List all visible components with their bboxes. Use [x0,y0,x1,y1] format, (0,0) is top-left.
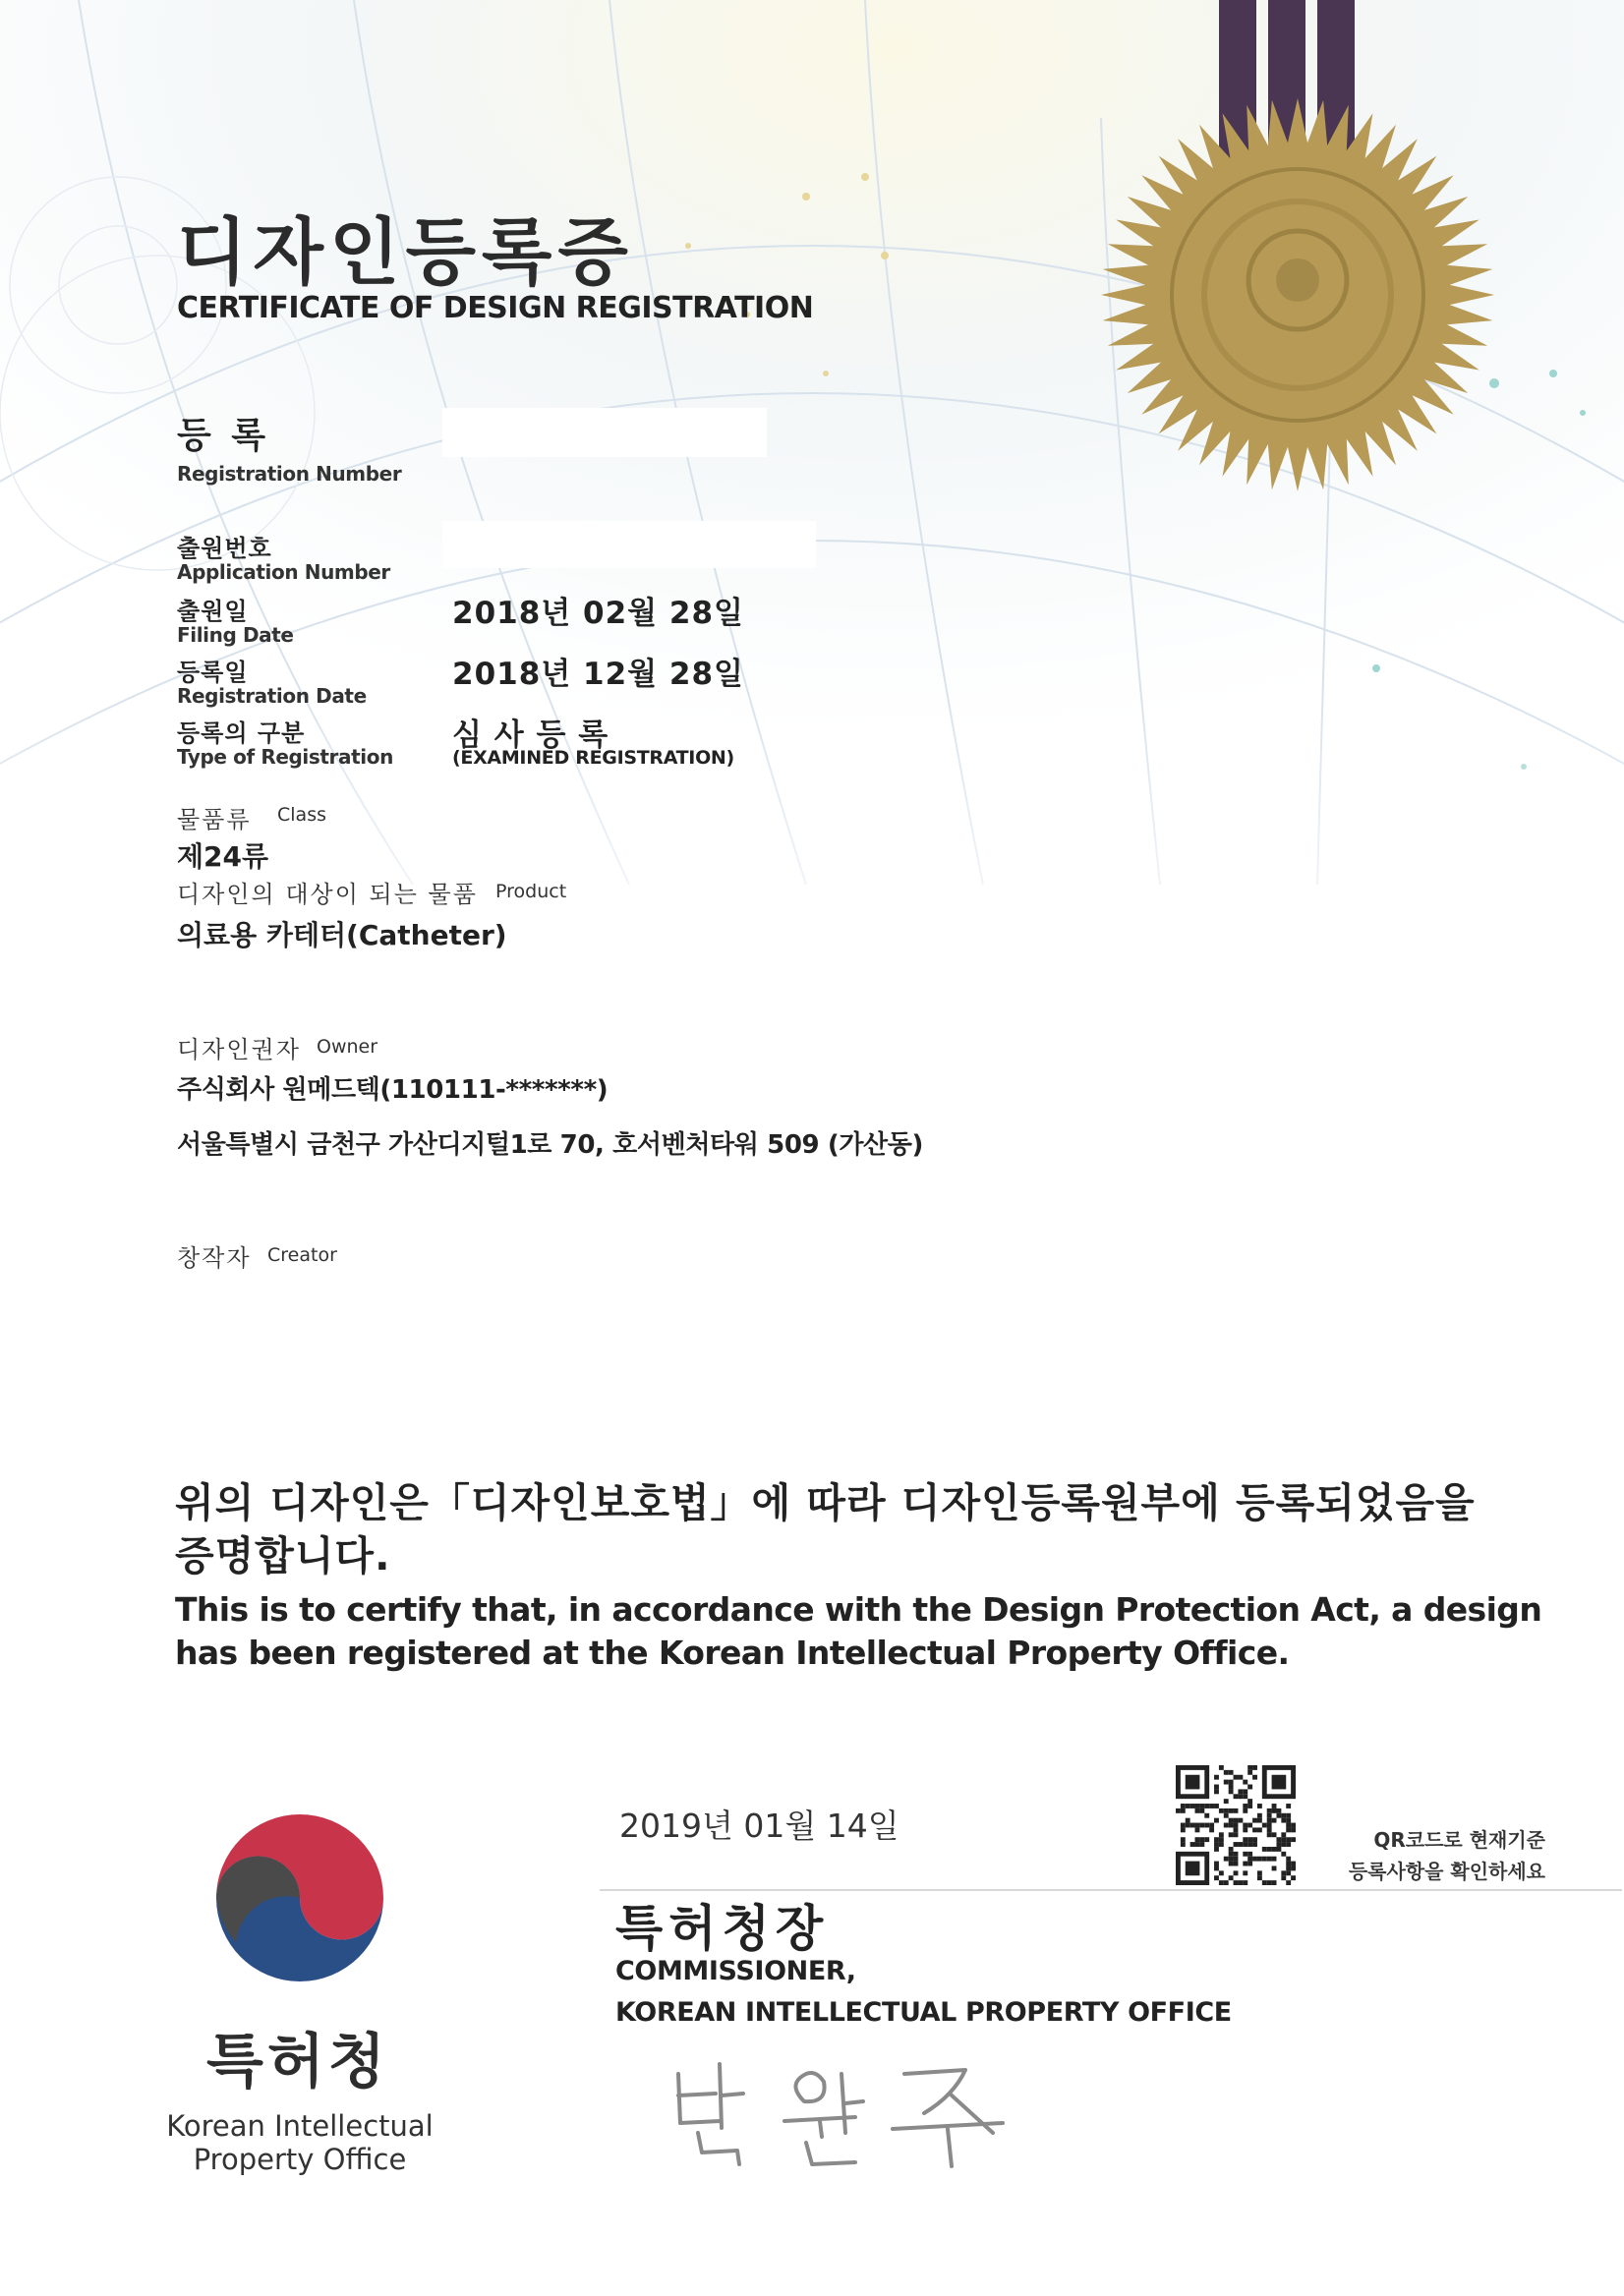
class-label-en: Class [277,804,326,826]
kipo-emblem-icon [206,1805,393,1991]
application-number-label-ko: 출원번호 [177,535,272,562]
qr-instruction-line1: QR코드로 현재기준 [1373,1828,1545,1852]
owner-label-ko: 디자인권자 [177,1036,301,1063]
owner-label-en: Owner [317,1036,378,1058]
filing-date-label-ko: 출원일 [177,598,249,625]
registration-type-value-en: (EXAMINED REGISTRATION) [452,747,734,769]
certification-text-en-line1: This is to certify that, in accordance with the Design Protection Act, a design [175,1590,1542,1629]
filing-date-value: 2018년 02월 28일 [452,596,744,631]
application-number-redaction [442,521,816,568]
registration-type-label-en: Type of Registration [177,745,393,769]
class-label-ko: 물품류 [177,806,252,833]
registration-date-label-ko: 등록일 [177,659,249,686]
registration-type-label-ko: 등록의 구분 [177,719,306,747]
owner-name: 주식회사 원메드텍(110111-*******) [177,1075,609,1105]
office-name-en-line2: Property Office [193,2143,407,2176]
registration-number-redaction [442,408,767,457]
issue-date: 2019년 01월 14일 [619,1807,899,1845]
filing-date-label-en: Filing Date [177,623,294,647]
office-name-en-line1: Korean Intellectual [166,2109,434,2143]
office-name-en [147,2109,452,2176]
qr-instruction [1278,1824,1545,1887]
product-label-en: Product [495,881,567,902]
certification-text-en-line2: has been registered at the Korean Intellectual Property Office. [175,1634,1290,1672]
commissioner-signature [659,2035,1072,2172]
certificate-title-ko: 디자인등록증 [177,210,634,295]
registration-number-label-en: Registration Number [177,462,402,486]
registration-type-value-ko: 심 사 등 록 [452,718,609,753]
certification-text-ko-line2: 증명합니다. [175,1532,391,1579]
product-value: 의료용 카테터(Catheter) [177,919,507,951]
creator-label-ko: 창작자 [177,1244,252,1272]
registration-date-value: 2018년 12월 28일 [452,657,744,692]
commissioner-title-en-line2: KOREAN INTELLECTUAL PROPERTY OFFICE [615,1997,1232,2028]
creator-label-en: Creator [267,1244,337,1266]
gold-seal-icon [1072,0,1563,590]
certificate-title-en: CERTIFICATE OF DESIGN REGISTRATION [177,291,814,325]
class-value: 제24류 [177,840,269,873]
registration-date-label-en: Registration Date [177,684,367,708]
application-number-label-en: Application Number [177,560,390,584]
registration-number-label-ko: 등 록 [177,416,270,456]
commissioner-title-en-line1: COMMISSIONER, [615,1956,856,1986]
certification-text-ko-line1: 위의 디자인은「디자인보호법」에 따라 디자인등록원부에 등록되었음을 [175,1479,1476,1526]
owner-address: 서울특별시 금천구 가산디지털1로 70, 호서벤처타워 509 (가산동) [177,1130,923,1160]
office-name-ko: 특허청 [206,2028,389,2096]
qr-instruction-line2: 등록사항을 확인하세요 [1348,1860,1545,1883]
product-label-ko: 디자인의 대상이 되는 물품 [177,881,478,908]
commissioner-title-ko: 특허청장 [615,1900,830,1957]
